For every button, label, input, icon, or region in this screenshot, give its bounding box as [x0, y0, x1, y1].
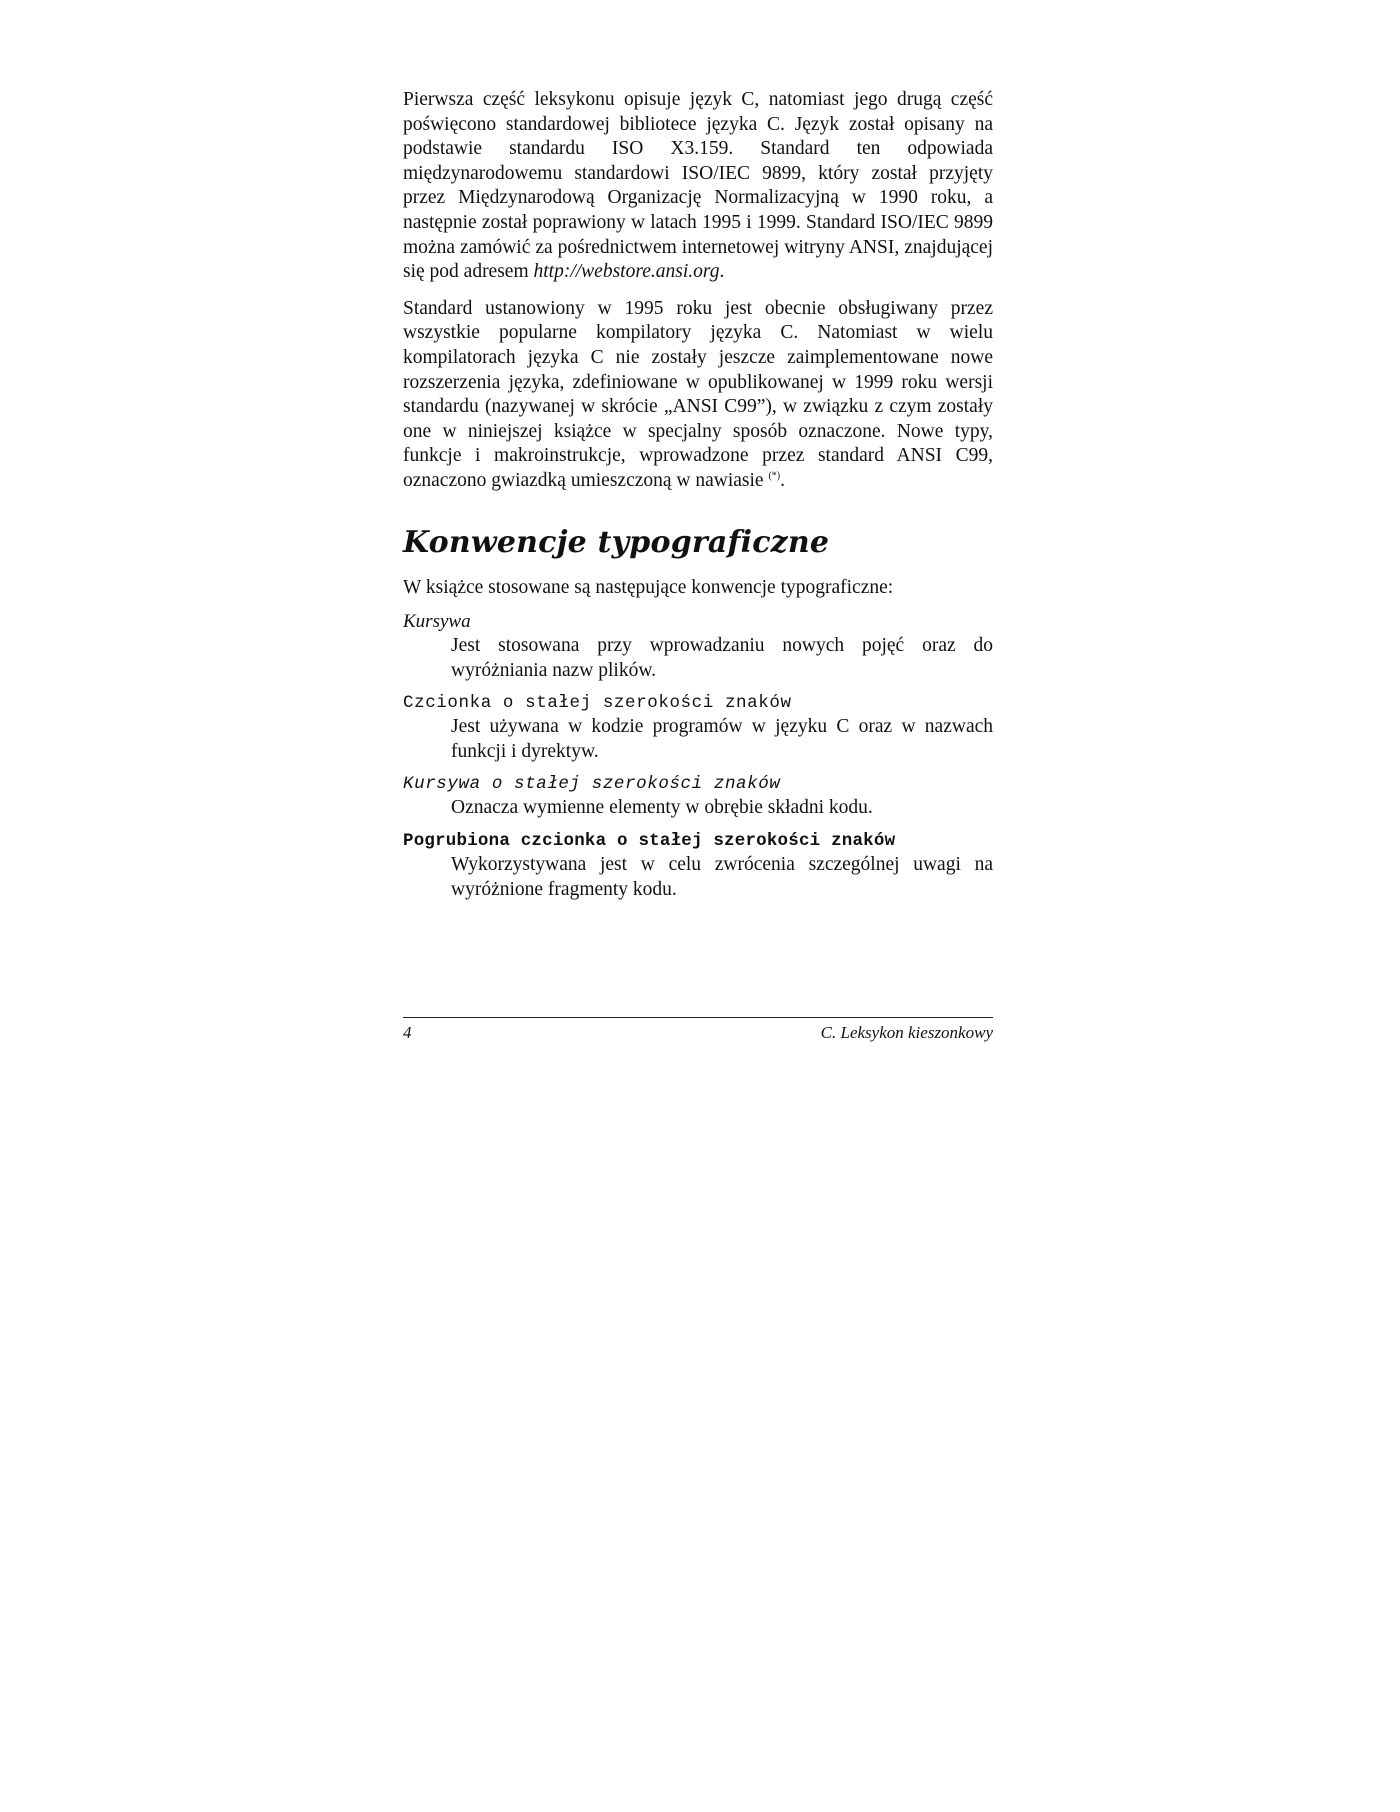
page-number: 4: [403, 1023, 412, 1042]
page-content: [403, 88, 993, 906]
convention-term-mono: Czcionka o stałej szerokości znaków: [403, 693, 792, 714]
paragraph-standard: [403, 297, 993, 494]
section-heading: Konwencje typograficzne: [403, 524, 830, 560]
paragraph-intro: [403, 88, 993, 285]
page-footer: [403, 1017, 993, 1044]
asterisk-marker: (*): [768, 470, 781, 482]
paragraph-standard-text: Standard ustanowiony w 1995 roku jest obecnie obsługiwany przez wszystkie popularne kompilatory języka C. Natomiast w wielu kompilatorach języka C nie zostały jeszcze zaimplementowane nowe rozszerzenia języka, zdefiniowane w opublikowanej w 1999 roku wersji standardu (nazywanej w skrócie „ANSI C99”), w związku z czym zostały one w niniejszej książce w specjalny sposób oznaczone. Nowe typy, funkcje i makroinstrukcje, wprowadzone przez standard ANSI C99, oznaczono gwiazdką umieszczoną w nawiasie: [403, 297, 993, 491]
paragraph-intro-end: .: [719, 261, 725, 283]
section-intro: W książce stosowane są następujące konwencje typograficzne:: [403, 576, 894, 598]
book-title: C. Leksykon kieszonkowy: [820, 1023, 993, 1042]
convention-term-mono-italic: Kursywa o stałej szerokości znaków: [403, 774, 781, 795]
convention-definition-italic: Jest stosowana przy wprowadzaniu nowych pojęć oraz do wyróżniania nazw plików.: [451, 635, 993, 681]
conventions-list: [403, 610, 993, 902]
convention-definition-mono-bold: Wykorzystywana jest w celu zwrócenia szczególnej uwagi na wyróżnione fragmenty kodu.: [451, 854, 993, 900]
convention-definition-mono-italic: Oznacza wymienne elementy w obrębie składni kodu.: [451, 797, 873, 819]
paragraph-intro-text: Pierwsza część leksykonu opisuje język C, natomiast jego drugą część poświęcono standardowej bibliotece języka C. Język został opisany na podstawie standardu ISO X3.159. Standard ten odpowiada międzynarodowemu standardowi ISO/IEC 9899, który został przyjęty przez Międzynarodową Organizację Normalizacyjną w 1990 roku, a następnie został poprawiony w latach 1995 i 1999. Standard ISO/IEC 9899 można zamówić za pośrednictwem internetowej witryny ANSI, znajdującej się pod adresem: [403, 89, 993, 283]
convention-term-mono-bold: Pogrubiona czcionka o stałej szerokości znaków: [403, 831, 896, 852]
convention-definition-mono: Jest używana w kodzie programów w języku C oraz w nazwach funkcji i dyrektyw.: [451, 716, 993, 762]
convention-term-italic: Kursywa: [403, 611, 471, 633]
url-link[interactable]: http://webstore.ansi.org: [533, 261, 720, 283]
paragraph-standard-end: .: [780, 469, 786, 491]
